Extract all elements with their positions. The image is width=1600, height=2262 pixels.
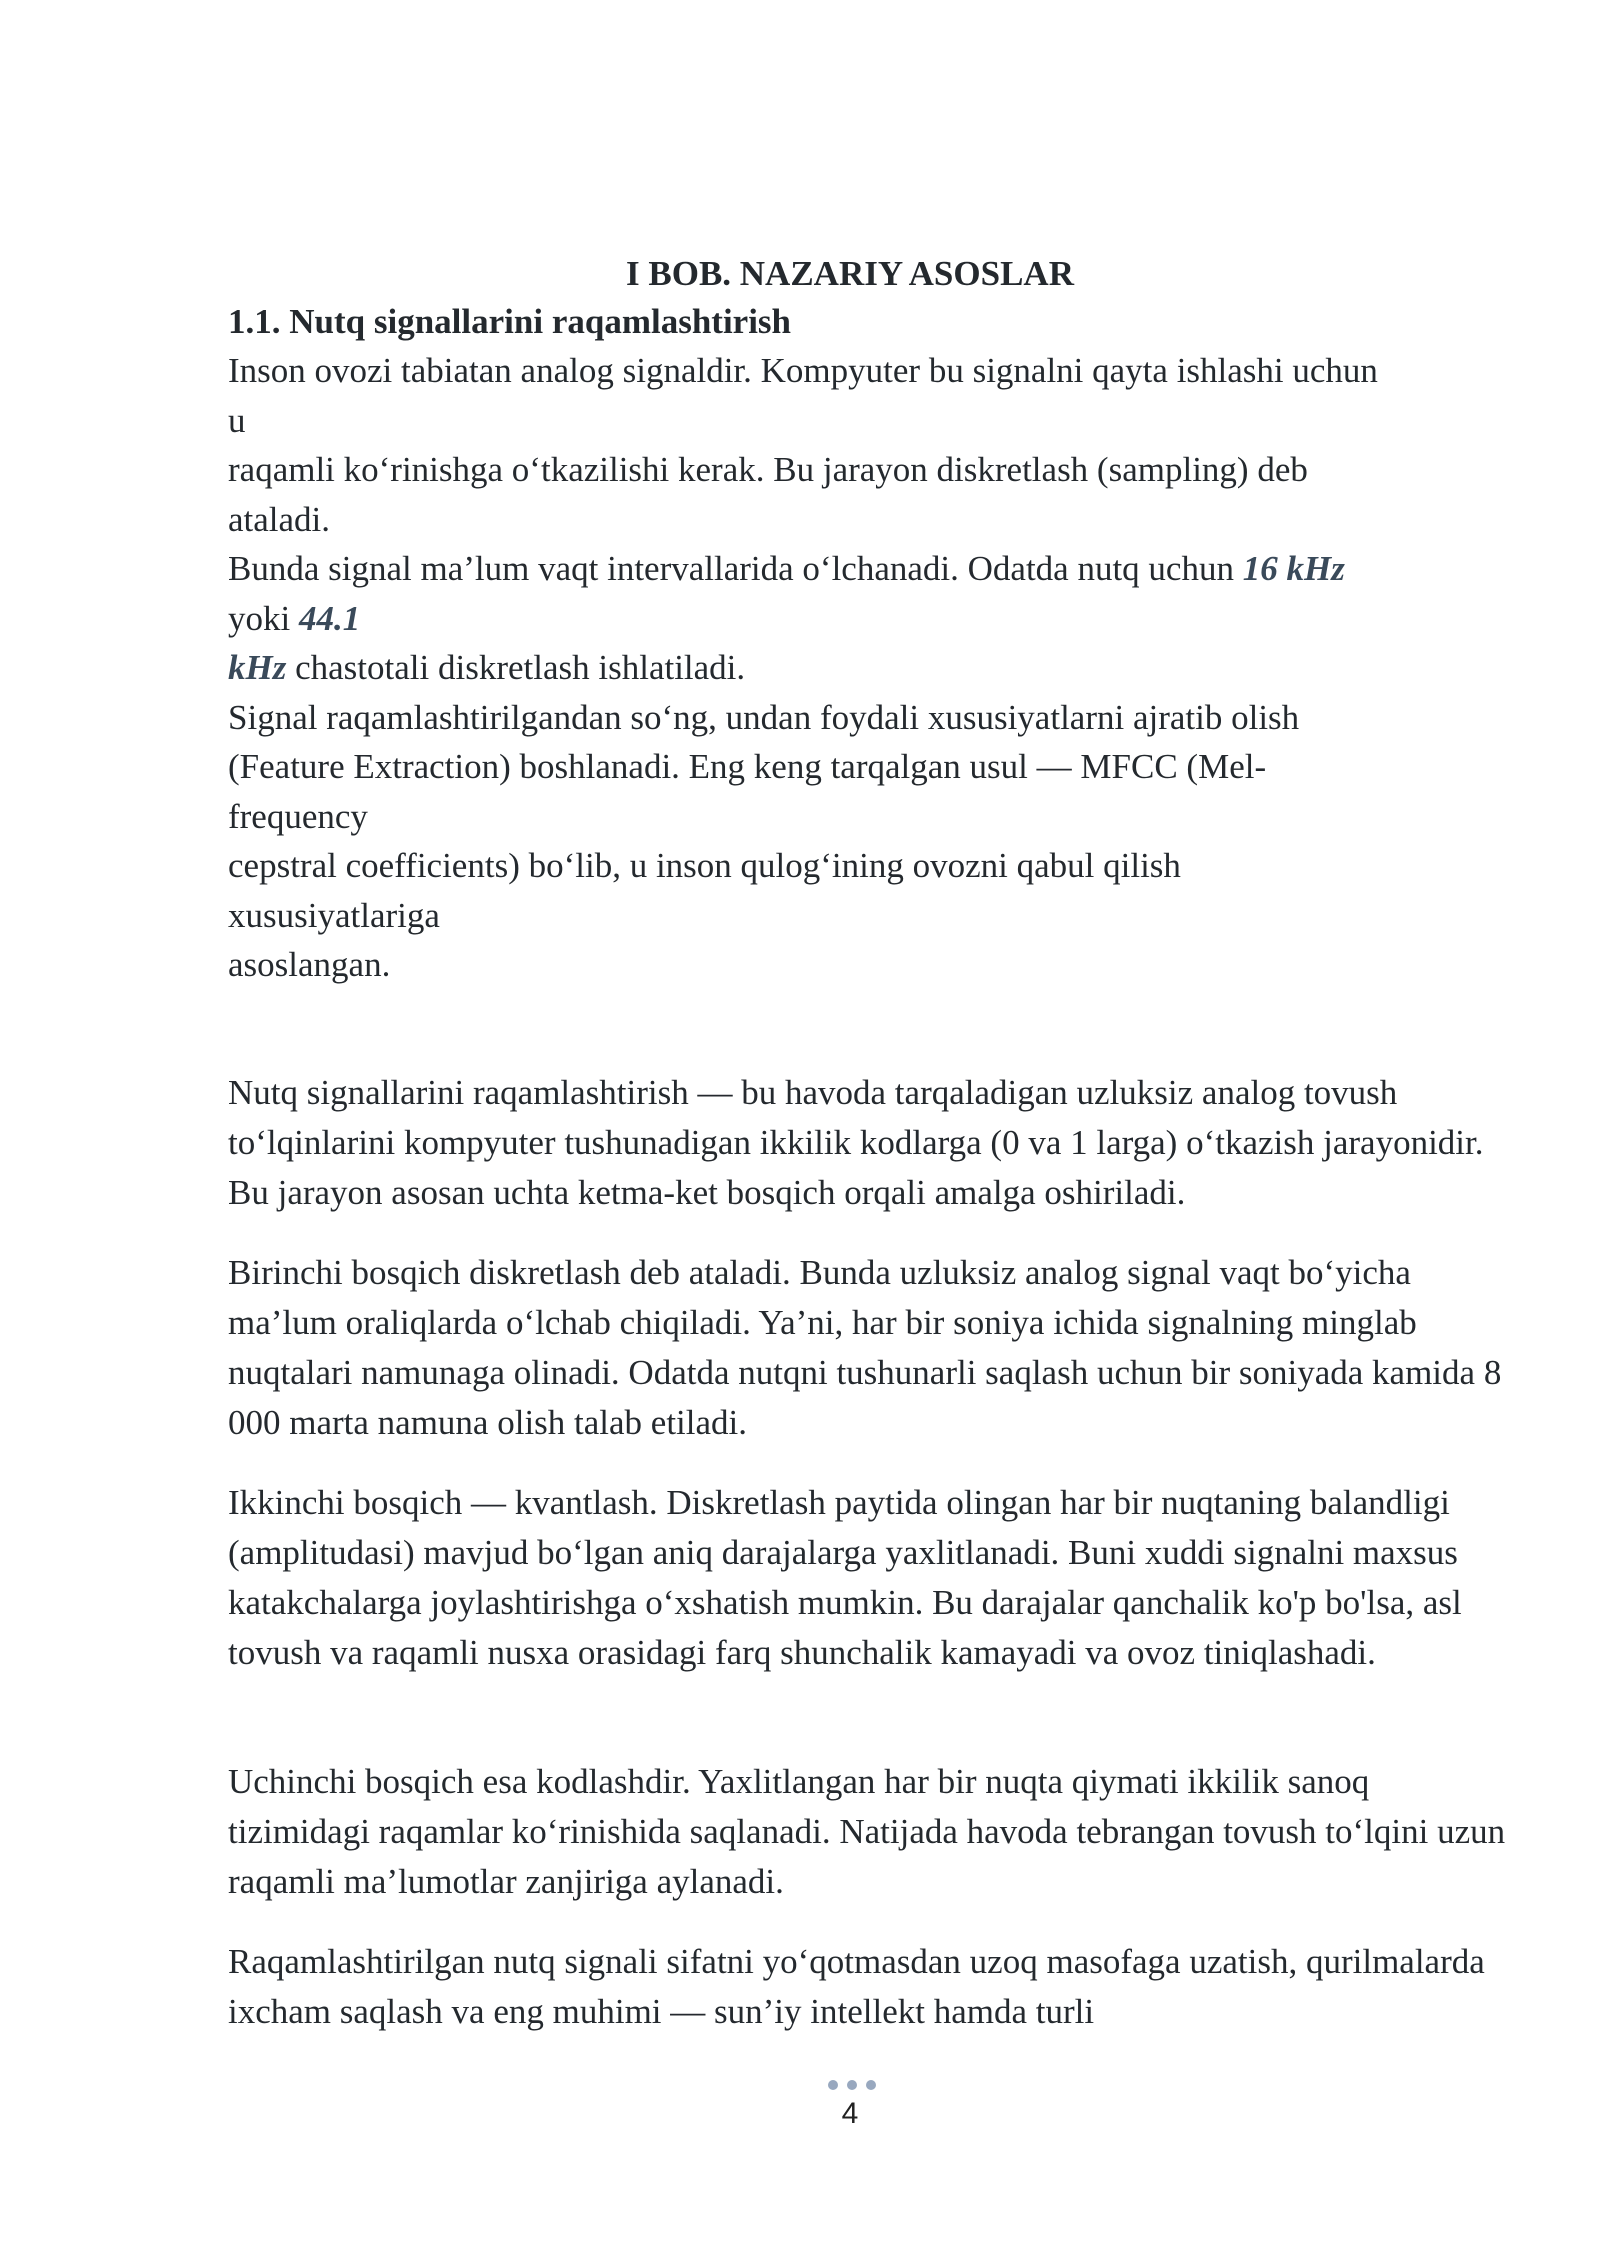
intro-line: [228, 594, 1508, 644]
paragraph-stage-1: Birinchi bosqich diskretlash deb ataladi. Bunda uzluksiz analog signal vaqt bo‘yicha ma’lum oraliqlarda o‘lchab chiqiladi. Ya’ni, har bir soniya ichida signalning minglab nuqtalari namunaga olinadi. Odatda nutqni tushunarli saqlash uchun bir soniyada kamida 8 000 marta namuna olish talab etiladi.: [228, 1253, 1502, 1442]
emphasis-khz: kHz: [228, 648, 287, 687]
intro-line: frequency: [228, 796, 368, 836]
intro-line: u: [228, 400, 246, 440]
intro-line: asoslangan.: [228, 945, 391, 984]
intro-line: Signal raqamlashtirilgandan so‘ng, undan foydali xususiyatlarni ajratib olish: [228, 697, 1300, 737]
intro-block: [228, 346, 1508, 990]
intro-line: cepstral coefficients) bo‘lib, u inson qulog‘ining ovozni qabul qilish: [228, 846, 1181, 885]
intro-line-text: yoki: [228, 598, 299, 638]
intro-line-text: chastotali diskretlash ishlatiladi.: [286, 648, 746, 687]
intro-line: ataladi.: [228, 499, 331, 539]
paragraph-stage-2: Ikkinchi bosqich — kvantlash. Diskretlash paytida olingan har bir nuqtaning balandligi (amplitudasi) mavjud bo‘lgan aniq darajalarga yaxlitlanadi. Buni xuddi signalni maxsus katakchalarga joylashtirishga o‘xshatish mumkin. Bu darajalar qanchalik ko'p bo'lsa, asl tovush va raqamli nusxa orasidagi farq shunchalik kamayadi va ovoz tiniqlashadi.: [228, 1483, 1462, 1672]
emphasis-44-1: 44.1: [298, 598, 361, 638]
intro-line: raqamli ko‘rinishga o‘tkazilishi kerak. Bu jarayon diskretlash (sampling) deb: [228, 450, 1308, 489]
ellipsis-icon: [828, 2080, 888, 2092]
section-title: 1.1. Nutq signallarini raqamlashtirish: [228, 302, 792, 341]
paragraph-stage-3: Uchinchi bosqich esa kodlashdir. Yaxlitlangan har bir nuqta qiymati ikkilik sanoq tizimidagi raqamlar ko‘rinishida saqlanadi. Natijada havoda tebrangan tovush to‘lqini uzun raqamli ma’lumotlar zanjiriga aylanadi.: [228, 1762, 1506, 1901]
intro-line: [228, 643, 1508, 693]
page-number: 4: [841, 2097, 859, 2130]
intro-line: xususiyatlariga: [228, 895, 440, 935]
intro-line: Inson ovozi tabiatan analog signaldir. Kompyuter bu signalni qayta ishlashi uchun: [228, 351, 1378, 390]
intro-line: [228, 544, 1508, 594]
chapter-title: I BOB. NAZARIY ASOSLAR: [626, 254, 1074, 293]
intro-line: (Feature Extraction) boshlanadi. Eng keng tarqalgan usul — MFCC (Mel-: [228, 747, 1267, 786]
paragraph-conclusion: Raqamlashtirilgan nutq signali sifatni yo‘qotmasdan uzoq masofaga uzatish, qurilmalarda ixcham saqlash va eng muhimi — sun’iy intellekt hamda turli: [228, 1942, 1485, 2031]
intro-line-text: Bunda signal ma’lum vaqt intervallarida o‘lchanadi. Odatda nutq uchun: [228, 549, 1243, 588]
emphasis-16khz: 16 kHz: [1242, 549, 1345, 588]
paragraph-intro: Nutq signallarini raqamlashtirish — bu havoda tarqaladigan uzluksiz analog tovush to‘lqinlarini kompyuter tushunadigan ikkilik kodlarga (0 va 1 larga) o‘tkazish jarayonidir. Bu jarayon asosan uchta ketma-ket bosqich orqali amalga oshiriladi.: [228, 1073, 1484, 1212]
